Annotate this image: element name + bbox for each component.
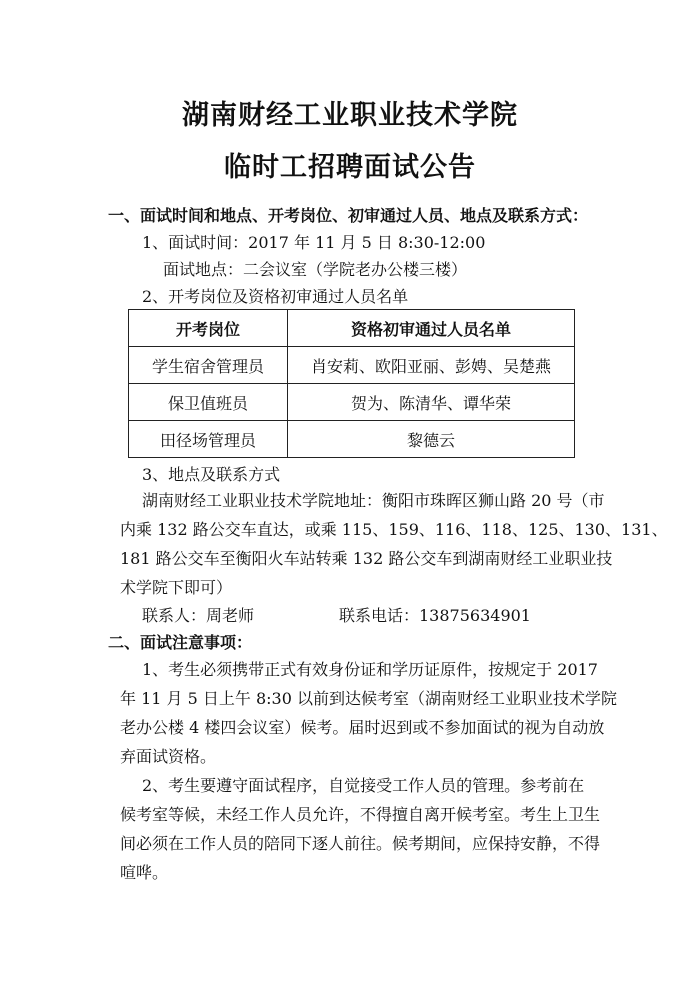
position-cell: 学生宿舍管理员 [129,347,288,384]
page-title: 湖南财经工业职业技术学院 [182,100,518,131]
table-header-row [129,310,575,347]
contact-person: 联系人：周老师 [142,606,255,625]
candidates-cell: 肖安莉、欧阳亚丽、彭娉、吴楚燕 [288,347,575,384]
table-row [129,347,575,384]
notice-line: 2、考生要遵守面试程序，自觉接受工作人员的管理。参考前在 [142,776,585,795]
address-paragraph [120,486,668,602]
table-row [129,421,575,458]
contact-heading: 3、地点及联系方式 [142,465,281,484]
interview-place: 面试地点：二会议室（学院老办公楼三楼） [163,260,468,279]
position-cell: 田径场管理员 [129,421,288,458]
list-heading: 2、开考岗位及资格初审通过人员名单 [142,287,409,306]
table-row [129,384,575,421]
contact-phone: 联系电话：13875634901 [339,606,531,625]
notice-line: 候考室等候，未经工作人员允许，不得擅自离开候考室。考生上卫生 [120,805,601,824]
interview-time: 1、面试时间：2017 年 11 月 5 日 8:30-12:00 [142,233,486,252]
notice-item-2 [120,771,600,887]
candidates-cell: 黎德云 [288,421,575,458]
candidates-cell: 贺为、陈清华、谭华荣 [288,384,575,421]
address-line: 湖南财经工业职业技术学院地址：衡阳市珠晖区狮山路 20 号（市 [142,491,605,510]
notice-line: 间必须在工作人员的陪同下逐人前往。候考期间，应保持安静，不得 [120,834,601,853]
section1-heading: 一、面试时间和地点、开考岗位、初审通过人员、地点及联系方式： [108,206,589,225]
section2-heading: 二、面试注意事项： [108,633,253,652]
notice-line: 1、考生必须携带正式有效身份证和学历证原件，按规定于 2017 [142,660,598,679]
position-cell: 保卫值班员 [129,384,288,421]
notice-line: 老办公楼 4 楼四会议室）候考。届时迟到或不参加面试的视为自动放 [120,718,605,737]
header-candidates: 资格初审通过人员名单 [288,310,575,347]
notice-line: 弃面试资格。 [120,747,217,766]
address-line: 181 路公交车至衡阳火车站转乘 132 路公交车到湖南财经工业职业技 [120,549,613,568]
header-position: 开考岗位 [129,310,288,347]
notice-item-1 [120,655,617,771]
notice-line: 喧哗。 [120,863,169,882]
page-subtitle: 临时工招聘面试公告 [224,152,476,183]
address-line: 内乘 132 路公交车直达，或乘 115、159、116、118、125、130、131、 [120,520,668,539]
candidate-table [128,309,575,458]
address-line: 术学院下即可） [120,578,233,597]
notice-line: 年 11 月 5 日上午 8:30 以前到达候考室（湖南财经工业职业技术学院 [120,689,617,708]
